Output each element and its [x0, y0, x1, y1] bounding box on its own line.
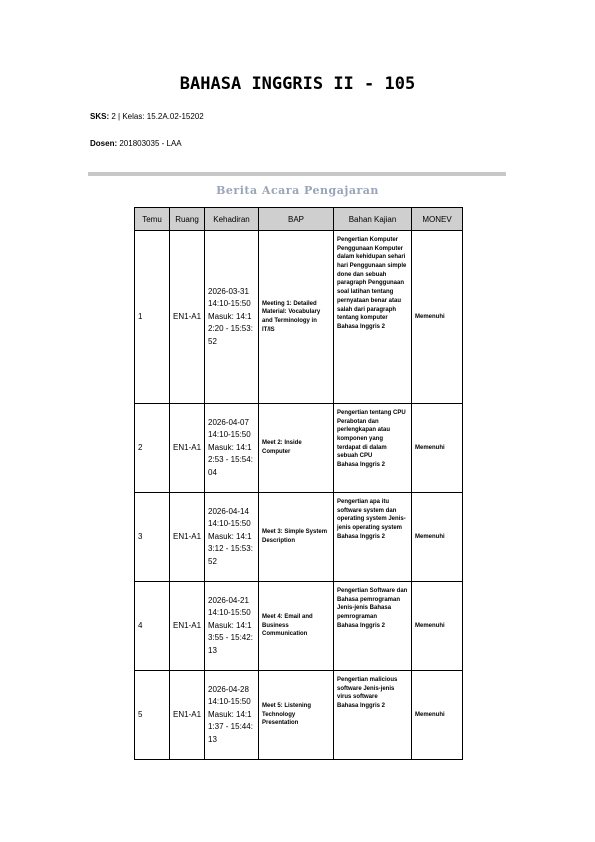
cell-bahan-kajian [334, 582, 412, 671]
teaching-record-table [134, 207, 463, 760]
cell-kehadiran: 2026-04-14 14:10-15:50 Masuk: 14:13:12 - 15:53:52 [205, 493, 259, 582]
cell-bap: Meet 4: Email and Business Communication [259, 582, 334, 671]
cell-bap: Meet 5: Listening Technology Presentation [259, 671, 334, 760]
table-header-row [135, 208, 463, 231]
table-row [135, 231, 463, 404]
cell-temu: 4 [135, 582, 170, 671]
column-header-monev: MONEV [412, 208, 463, 231]
lecturer-value: 201803035 - LAA [119, 139, 182, 148]
table-row [135, 582, 463, 671]
column-header-bahan-kajian: Bahan Kajian [334, 208, 412, 231]
column-header-bap: BAP [259, 208, 334, 231]
cell-bahan-kajian [334, 493, 412, 582]
cell-kehadiran: 2026-03-31 14:10-15:50 Masuk: 14:12:20 - 15:53:52 [205, 231, 259, 404]
cell-monev: Memenuhi [412, 404, 463, 493]
cell-bahan-kajian [334, 404, 412, 493]
bahan-course: Bahasa Inggris 2 [337, 323, 386, 330]
cell-kehadiran: 2026-04-07 14:10-15:50 Masuk: 14:12:53 - 15:54:04 [205, 404, 259, 493]
cell-ruang: EN1-A1 [170, 671, 205, 760]
column-header-ruang: Ruang [170, 208, 205, 231]
page-title: BAHASA INGGRIS II - 105 [179, 74, 416, 94]
sks-value: 2 | Kelas: 15.2A.02-15202 [111, 112, 204, 121]
lecturer-info [90, 139, 182, 148]
cell-bap: Meet 3: Simple System Description [259, 493, 334, 582]
section-divider [88, 172, 506, 176]
bahan-course: Bahasa Inggris 2 [337, 462, 386, 469]
cell-temu: 3 [135, 493, 170, 582]
sks-label: SKS: [90, 112, 110, 121]
column-header-temu: Temu [135, 208, 170, 231]
cell-ruang: EN1-A1 [170, 404, 205, 493]
bahan-description: Pengertian tentang CPU Perabotan dan perlengkapan atau komponen yang terdapat di dalam sebuah CPU [337, 410, 406, 460]
cell-ruang: EN1-A1 [170, 493, 205, 582]
cell-bahan-kajian [334, 671, 412, 760]
bahan-description: Pengertian malicious software Jenis-jenis virus software [337, 677, 398, 701]
cell-monev: Memenuhi [412, 671, 463, 760]
bahan-course: Bahasa Inggris 2 [337, 622, 386, 629]
cell-bahan-kajian [334, 231, 412, 404]
lecturer-label: Dosen: [90, 139, 118, 148]
column-header-kehadiran: Kehadiran [205, 208, 259, 231]
cell-kehadiran: 2026-04-28 14:10-15:50 Masuk: 14:11:37 - 15:44:13 [205, 671, 259, 760]
cell-temu: 2 [135, 404, 170, 493]
cell-monev: Memenuhi [412, 493, 463, 582]
cell-bap: Meet 2: Inside Computer [259, 404, 334, 493]
cell-temu: 5 [135, 671, 170, 760]
bahan-description: Pengertian Software dan Bahasa pemrograman Jenis-jenis Bahasa pemrograman [337, 588, 408, 621]
bahan-course: Bahasa Inggris 2 [337, 533, 386, 540]
sks-class-info [90, 112, 204, 121]
cell-kehadiran: 2026-04-21 14:10-15:50 Masuk: 14:13:55 - 15:42:13 [205, 582, 259, 671]
cell-temu: 1 [135, 231, 170, 404]
bahan-description: Pengertian apa itu software system dan operating system Jenis-jenis operating system [337, 499, 406, 532]
table-row [135, 493, 463, 582]
cell-ruang: EN1-A1 [170, 582, 205, 671]
cell-ruang: EN1-A1 [170, 231, 205, 404]
cell-monev: Memenuhi [412, 231, 463, 404]
cell-bap: Meeting 1: Detailed Material: Vocabulary and Terminology in IT/IS [259, 231, 334, 404]
section-title: Berita Acara Pengajaran [216, 184, 379, 197]
table-row [135, 671, 463, 760]
table-row [135, 404, 463, 493]
cell-monev: Memenuhi [412, 582, 463, 671]
bahan-description: Pengertian Komputer Penggunaan Komputer dalam kehidupan sehari hari Penggunaan simple done dan sebuah paragraph Penggunaan soal latihan tentang pernyataan benar atau salah dari paragraph tentang komputer [337, 237, 407, 322]
bahan-course: Bahasa Inggris 2 [337, 703, 386, 710]
